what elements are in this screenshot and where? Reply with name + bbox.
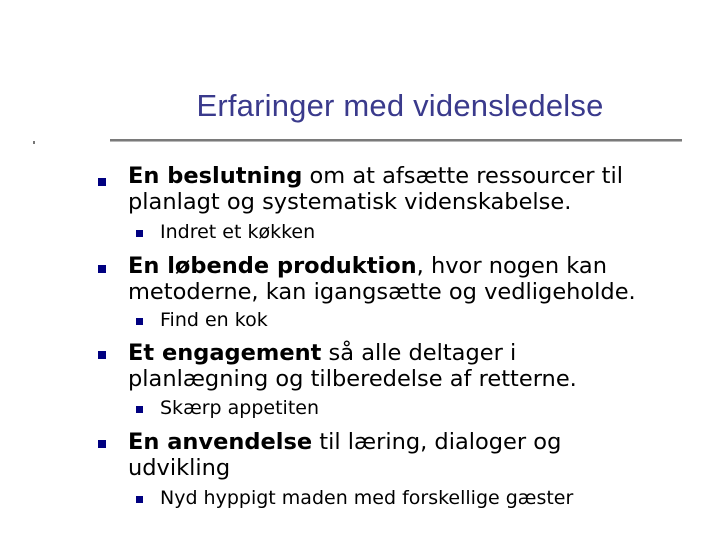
square-bullet-icon xyxy=(136,496,143,503)
bullet-text: om at afsætte ressourcer til xyxy=(302,163,624,189)
corner-mark xyxy=(33,141,35,144)
bullet-text-continuation: metoderne, kan igangsætte og vedligeholde. xyxy=(128,279,636,305)
bullet-bold-text: En anvendelse xyxy=(128,429,313,455)
bullet-text-4 xyxy=(128,429,561,481)
square-bullet-icon xyxy=(98,351,106,359)
title-divider xyxy=(110,139,682,141)
bullet-text-3 xyxy=(128,340,577,392)
bullet-text: så alle deltager i xyxy=(321,340,517,366)
square-bullet-icon xyxy=(136,318,143,325)
square-bullet-icon xyxy=(136,406,143,413)
bullet-text-continuation: planlægning og tilberedelse af retterne. xyxy=(128,366,577,392)
square-bullet-icon xyxy=(98,178,106,186)
square-bullet-icon xyxy=(136,230,143,237)
bullet-text-continuation: planlagt og systematisk videnskabelse. xyxy=(128,189,572,215)
square-bullet-icon xyxy=(98,265,106,273)
bullet-text: , hvor nogen kan xyxy=(416,253,607,279)
sub-bullet-text-1: Indret et køkken xyxy=(160,221,316,243)
sub-bullet-text-2: Find en kok xyxy=(160,309,268,331)
sub-bullet-text-4: Nyd hyppigt maden med forskellige gæster xyxy=(160,487,574,509)
sub-bullet-text-3: Skærp appetiten xyxy=(160,397,319,419)
slide-title: Erfaringer med vidensledelse xyxy=(196,88,604,123)
bullet-bold-text: En beslutning xyxy=(128,163,303,189)
bullet-text-continuation: udvikling xyxy=(128,455,231,481)
square-bullet-icon xyxy=(98,440,106,448)
bullet-text: til læring, dialoger og xyxy=(312,429,562,455)
bullet-text-1 xyxy=(128,163,623,215)
bullet-bold-text: Et engagement xyxy=(128,340,322,366)
bullet-text-2 xyxy=(128,253,636,305)
bullet-bold-text: En løbende produktion xyxy=(128,253,417,279)
